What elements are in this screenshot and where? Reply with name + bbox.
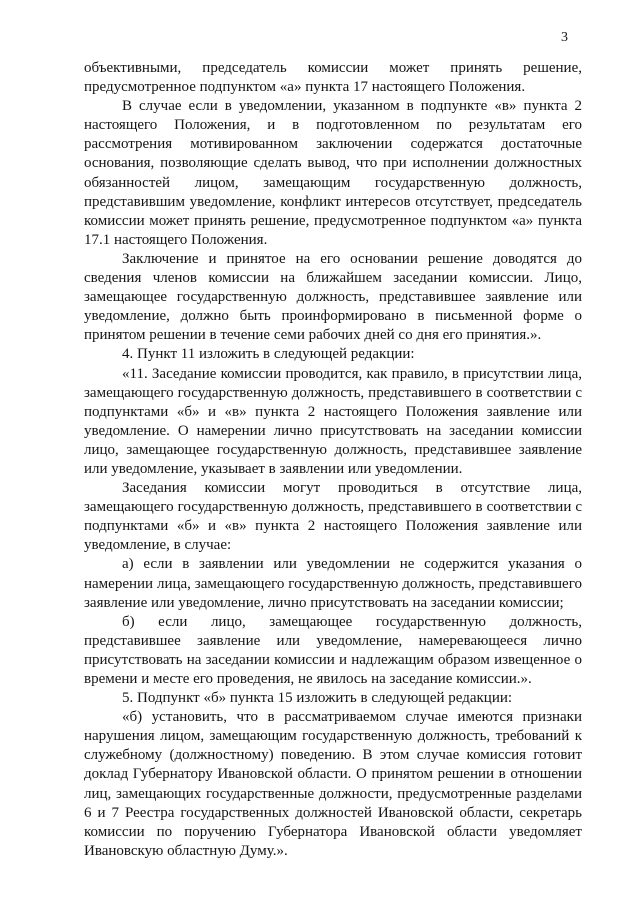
paragraph-clause-15b: «б) установить, что в рассматриваемом случае имеются признаки нарушения лицом, замещающим государственную должность, требований к служебному (должностному) поведению. В этом случае комиссия готовит доклад Губернатору Ивановской области. О принятом решении в отношении лиц, замещающих государственные должности, предусмотренные разделами 6 и 7 Реестра государственных должностей Ивановской области, секретарь комиссии по поручению Губернатора Ивановской области уведомляет Ивановскую областную Думу.». xyxy=(84,709,582,859)
document-body xyxy=(84,59,582,861)
paragraph-subitem-b: б) если лицо, замещающее государственную должность, представившее заявление или уведомление, намеревающееся лично присутствовать на заседании комиссии и надлежащим образом извещенное о времени и месте его проведения, не явилось на заседание комиссии.». xyxy=(84,613,582,687)
paragraph-notification-case: В случае если в уведомлении, указанном в подпункте «в» пункта 2 настоящего Положения, и в подготовленном по результатам его рассмотрения мотивированном заключении содержатся достаточные основания, позволяющие сделать вывод, что при исполнении должностных обязанностей лицом, замещающим государственную должность, представившим уведомление, конфликт интересов отсутствует, председатель комиссии может принять решение, предусмотренное подпунктом «а» пункта 17.1 настоящего Положения. xyxy=(84,98,582,248)
paragraph-absence-meetings: Заседания комиссии могут проводиться в отсутствие лица, замещающего государственную должность, представившего в соответствии с подпунктами «б» и «в» пункта 2 настоящего Положения заявление или уведомление, в случае: xyxy=(84,480,582,554)
paragraph-item-4: 4. Пункт 11 изложить в следующей редакции: xyxy=(122,346,415,363)
page-number: 3 xyxy=(561,30,568,45)
paragraph-subitem-a: а) если в заявлении или уведомлении не содержится указания о намерении лица, замещающего государственную должность, представившего заявление или уведомление, лично присутствовать на заседании комиссии; xyxy=(84,556,582,611)
paragraph-clause-11: «11. Заседание комиссии проводится, как правило, в присутствии лица, замещающего государственную должность, представившего в соответствии с подпунктами «б» и «в» пункта 2 настоящего Положения заявление или уведомление. О намерении лично присутствовать на заседании комиссии лицо, замещающее государственную должность, представившее заявление или уведомление, указывает в заявлении или уведомлении. xyxy=(84,365,582,477)
paragraph-conclusion: Заключение и принятое на его основании решение доводятся до сведения членов комиссии на ближайшем заседании комиссии. Лицо, замещающее государственную должность, представившее заявление или уведомление, должно быть проинформировано в письменной форме о принятом решении в течение семи рабочих дней со дня его принятия.». xyxy=(84,250,582,344)
paragraph-continuation: объективными, председатель комиссии может принять решение, предусмотренное подпунктом «а» пункта 17 настоящего Положения. xyxy=(84,60,582,96)
paragraph-item-5: 5. Подпункт «б» пункта 15 изложить в следующей редакции: xyxy=(122,690,513,707)
